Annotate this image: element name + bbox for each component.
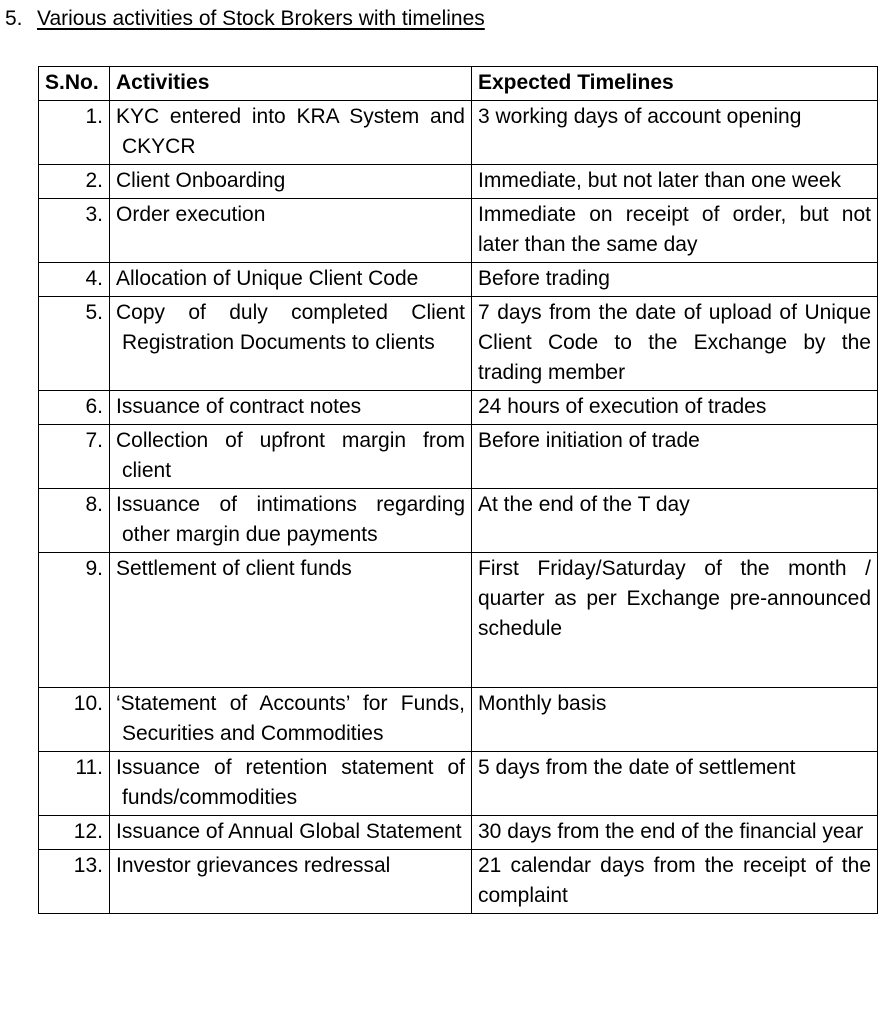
row-sno: 13. [39,850,110,914]
row-sno: 4. [39,263,110,297]
table-row [39,752,878,816]
row-activity [110,199,472,263]
row-timeline: 5 days from the date of settlement [472,752,878,816]
table-row [39,816,878,850]
row-sno: 11. [39,752,110,816]
row-timeline: At the end of the T day [472,489,878,553]
table-row [39,263,878,297]
table-row [39,553,878,688]
section-number: 5. [5,7,23,30]
row-timeline: 24 hours of execution of trades [472,391,878,425]
table-row [39,165,878,199]
row-activity [110,263,472,297]
header-activities: Activities [110,67,472,101]
row-activity [110,688,472,752]
row-activity [110,489,472,553]
row-activity-text: ‘Statement of Accounts’ for Funds, Securities and Commodities [116,692,465,745]
row-sno: 2. [39,165,110,199]
table-row [39,199,878,263]
row-timeline: Before initiation of trade [472,425,878,489]
row-activity [110,297,472,391]
row-timeline: Immediate on receipt of order, but not later than the same day [472,199,878,263]
row-activity-text: Issuance of Annual Global Statement [116,820,462,843]
row-sno: 6. [39,391,110,425]
row-timeline: 21 calendar days from the receipt of the complaint [472,850,878,914]
row-activity [110,165,472,199]
table-row [39,297,878,391]
row-sno: 3. [39,199,110,263]
row-activity [110,553,472,688]
row-sno: 1. [39,101,110,165]
header-sno: S.No. [39,67,110,101]
row-activity-text: Investor grievances redressal [116,854,391,877]
row-timeline: 3 working days of account opening [472,101,878,165]
row-timeline: Immediate, but not later than one week [472,165,878,199]
row-sno: 9. [39,553,110,688]
table-row [39,489,878,553]
row-timeline: Monthly basis [472,688,878,752]
table-row [39,688,878,752]
table-row [39,850,878,914]
row-activity-text: Settlement of client funds [116,557,352,580]
row-timeline: 7 days from the date of upload of Unique Client Code to the Exchange by the trading member [472,297,878,391]
row-activity-text: KYC entered into KRA System and CKYCR [116,105,465,158]
table-row [39,391,878,425]
row-sno: 5. [39,297,110,391]
row-activity-text: Collection of upfront margin from client [116,429,465,482]
row-activity [110,816,472,850]
row-activity [110,850,472,914]
row-activity [110,425,472,489]
header-row [39,67,878,101]
row-activity [110,391,472,425]
row-activity-text: Client Onboarding [116,169,286,192]
row-timeline: Before trading [472,263,878,297]
row-timeline: First Friday/Saturday of the month / quarter as per Exchange pre-announced schedule [472,553,878,688]
activities-timelines-table [38,66,878,914]
section-title: Various activities of Stock Brokers with timelines [37,7,485,30]
table-body [39,101,878,914]
row-activity [110,101,472,165]
row-timeline: 30 days from the end of the financial year [472,816,878,850]
row-activity-text: Allocation of Unique Client Code [116,267,419,290]
table-row [39,101,878,165]
row-sno: 7. [39,425,110,489]
row-activity-text: Copy of duly completed Client Registration Documents to clients [116,301,465,354]
row-sno: 12. [39,816,110,850]
header-timelines: Expected Timelines [472,67,878,101]
section-heading [5,6,485,32]
row-activity-text: Issuance of intimations regarding other margin due payments [116,493,465,546]
row-activity-text: Issuance of contract notes [116,395,362,418]
row-activity [110,752,472,816]
row-sno: 8. [39,489,110,553]
table-row [39,425,878,489]
row-sno: 10. [39,688,110,752]
row-activity-text: Issuance of retention statement of funds/commodities [116,756,465,809]
row-activity-text: Order execution [116,203,266,226]
table-header [39,67,878,101]
